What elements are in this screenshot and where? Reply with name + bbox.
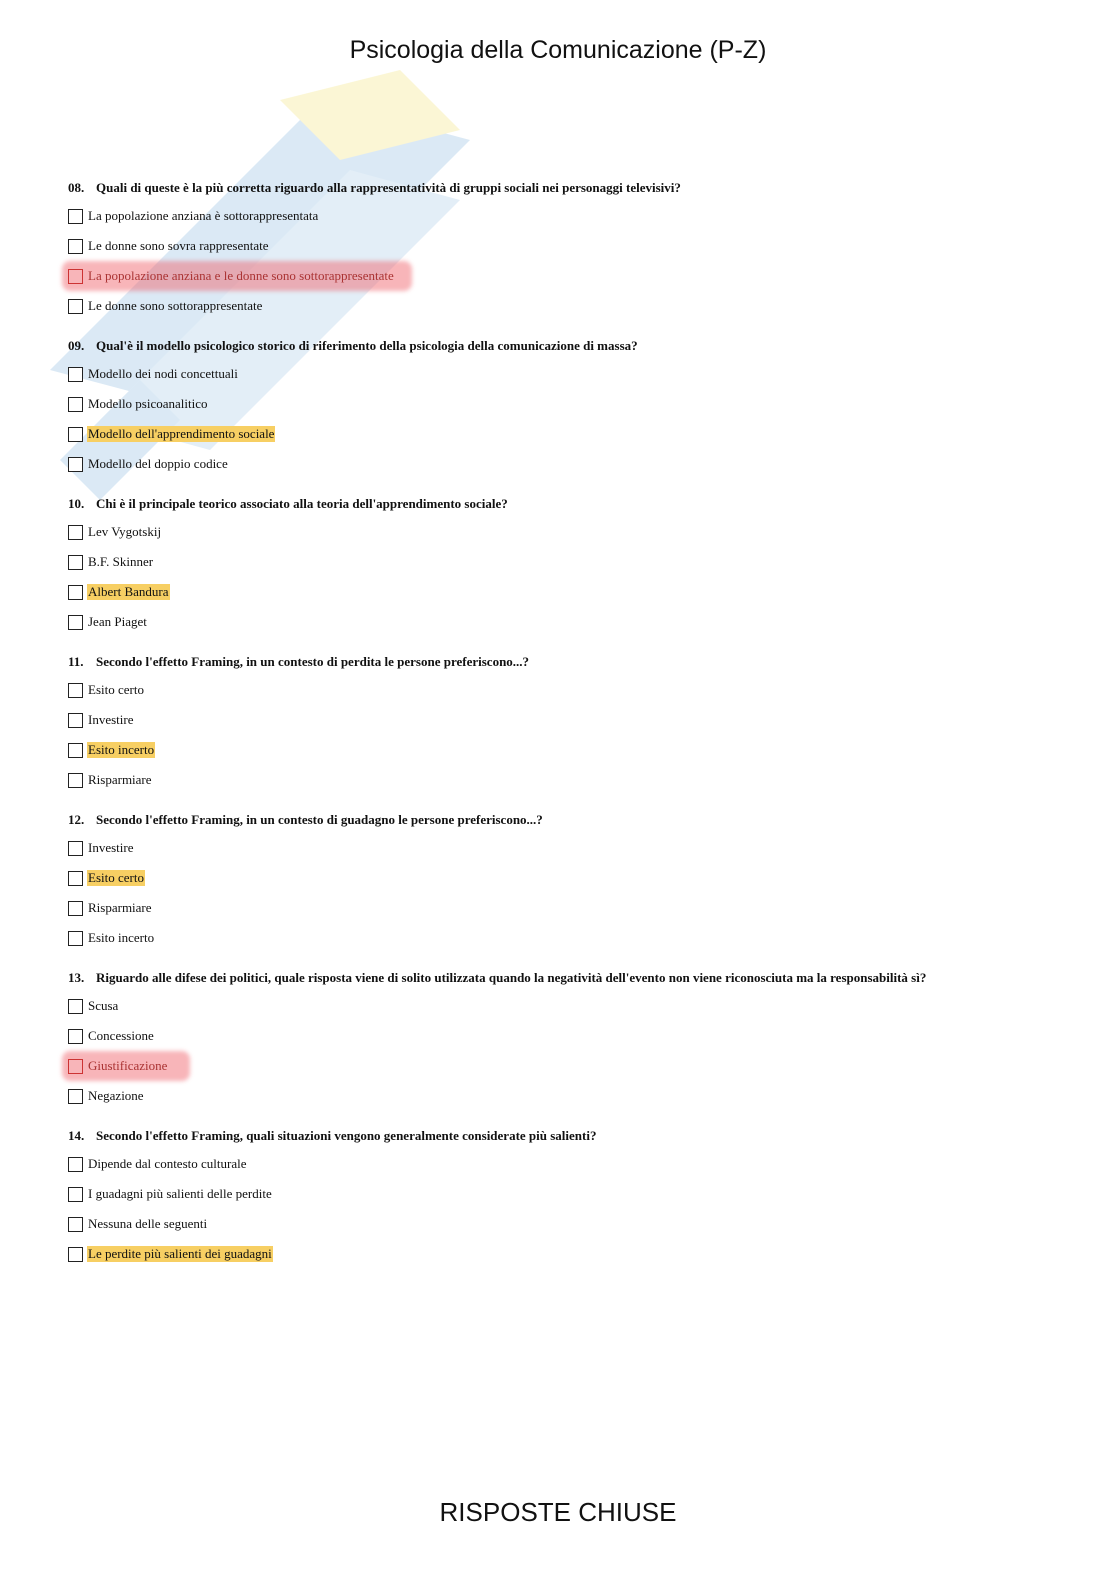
answer-option[interactable] [68, 739, 1068, 761]
answer-option-label: Scusa [88, 998, 119, 1013]
answer-option-label: Modello psicoanalitico [88, 396, 208, 411]
question-label: Secondo l'effetto Framing, in un contesto di guadagno le persone preferiscono...? [96, 812, 543, 827]
checkbox[interactable] [68, 299, 83, 314]
answer-option[interactable] [68, 1243, 1068, 1265]
answer-option-label: Concessione [88, 1028, 154, 1043]
checkbox[interactable] [68, 427, 83, 442]
question-text [68, 335, 1068, 357]
answer-option[interactable] [68, 423, 1068, 445]
answer-option[interactable] [68, 611, 1068, 633]
answer-option-label: Modello dei nodi concettuali [88, 366, 238, 381]
answer-option-label: Esito certo [88, 870, 144, 885]
checkbox[interactable] [68, 555, 83, 570]
checkbox[interactable] [68, 239, 83, 254]
answer-option-label: Lev Vygotskij [88, 524, 162, 539]
answer-option-label: Risparmiare [88, 772, 152, 787]
checkbox[interactable] [68, 1029, 83, 1044]
answer-option-label: Jean Piaget [88, 614, 147, 629]
answer-option-label: Nessuna delle seguenti [88, 1216, 208, 1231]
questions-list [68, 177, 1068, 1283]
answer-option[interactable] [68, 1085, 1068, 1107]
answer-option[interactable] [68, 927, 1068, 949]
question-block [68, 335, 1068, 475]
answer-option-label: Le donne sono sovra rappresentate [88, 238, 269, 253]
answer-option[interactable] [68, 897, 1068, 919]
answer-option[interactable] [68, 1153, 1068, 1175]
checkbox[interactable] [68, 743, 83, 758]
checkbox[interactable] [68, 397, 83, 412]
answer-option-label: La popolazione anziana e le donne sono sottorappresentate [88, 268, 394, 283]
answer-option-label: Esito certo [88, 682, 144, 697]
question-label: Quali di queste è la più corretta riguardo alla rappresentatività di gruppi sociali nei personaggi televisivi? [96, 180, 681, 195]
answer-option[interactable] [68, 363, 1068, 385]
answer-option-label: Negazione [88, 1088, 144, 1103]
page-title: Psicologia della Comunicazione (P-Z) [349, 36, 767, 64]
checkbox[interactable] [68, 615, 83, 630]
question-text [68, 493, 1068, 515]
checkbox[interactable] [68, 1247, 83, 1262]
answer-option[interactable] [68, 235, 1068, 257]
question-block [68, 493, 1068, 633]
answer-option-label: Modello del doppio codice [88, 456, 228, 471]
checkbox[interactable] [68, 1089, 83, 1104]
answer-option[interactable] [68, 769, 1068, 791]
answer-option-label: Dipende dal contesto culturale [88, 1156, 247, 1171]
answer-option[interactable] [68, 581, 1068, 603]
answer-option[interactable] [68, 867, 1068, 889]
answer-option[interactable] [68, 205, 1068, 227]
answer-option-label: Modello dell'apprendimento sociale [88, 426, 275, 441]
checkbox[interactable] [68, 999, 83, 1014]
answer-option[interactable] [68, 453, 1068, 475]
question-label: Chi è il principale teorico associato alla teoria dell'apprendimento sociale? [96, 496, 508, 511]
answer-option-label: I guadagni più salienti delle perdite [88, 1186, 272, 1201]
answer-option-label: Le perdite più salienti dei guadagni [88, 1246, 272, 1261]
answer-option-label: Albert Bandura [88, 584, 169, 599]
answer-option-label: Giustificazione [88, 1058, 168, 1073]
checkbox[interactable] [68, 1157, 83, 1172]
checkbox[interactable] [68, 269, 83, 284]
question-number: 12. [68, 812, 85, 827]
question-number: 14. [68, 1128, 85, 1143]
question-label: Qual'è il modello psicologico storico di riferimento della psicologia della comunicazione di massa? [96, 338, 638, 353]
question-block [68, 967, 1068, 1107]
answer-option[interactable] [68, 837, 1068, 859]
answer-option[interactable] [68, 265, 1068, 287]
question-number: 09. [68, 338, 85, 353]
question-block [68, 1125, 1068, 1265]
checkbox[interactable] [68, 841, 83, 856]
answer-option[interactable] [68, 1055, 1068, 1077]
question-label: Secondo l'effetto Framing, in un contesto di perdita le persone preferiscono...? [96, 654, 530, 669]
question-number: 13. [68, 970, 85, 985]
question-block [68, 809, 1068, 949]
answer-option[interactable] [68, 1183, 1068, 1205]
question-block [68, 651, 1068, 791]
answer-option[interactable] [68, 551, 1068, 573]
question-label: Secondo l'effetto Framing, quali situazioni vengono generalmente considerate più salienti? [96, 1128, 597, 1143]
checkbox[interactable] [68, 683, 83, 698]
checkbox[interactable] [68, 871, 83, 886]
answer-option[interactable] [68, 1025, 1068, 1047]
question-text [68, 967, 1068, 989]
question-text [68, 651, 1068, 673]
answer-option-label: Investire [88, 840, 134, 855]
answer-option-label: Esito incerto [88, 930, 155, 945]
answer-option[interactable] [68, 295, 1068, 317]
question-text [68, 809, 1068, 831]
checkbox[interactable] [68, 1187, 83, 1202]
answer-option[interactable] [68, 1213, 1068, 1235]
checkbox[interactable] [68, 773, 83, 788]
answer-option-label: La popolazione anziana è sottorappresentata [88, 208, 319, 223]
answer-option-label: Esito incerto [88, 742, 155, 757]
question-text [68, 1125, 1068, 1147]
answer-option[interactable] [68, 995, 1068, 1017]
question-block [68, 177, 1068, 317]
question-number: 08. [68, 180, 85, 195]
answer-option[interactable] [68, 679, 1068, 701]
page-footer: RISPOSTE CHIUSE [439, 1497, 677, 1527]
checkbox[interactable] [68, 1217, 83, 1232]
question-label: Riguardo alle difese dei politici, quale risposta viene di solito utilizzata quando la negatività dell'evento non viene riconosciuta ma la responsabilità sì? [96, 970, 927, 985]
answer-option-label: Le donne sono sottorappresentate [88, 298, 263, 313]
answer-option-label: B.F. Skinner [88, 554, 154, 569]
question-text [68, 177, 1068, 199]
checkbox[interactable] [68, 209, 83, 224]
question-number: 10. [68, 496, 85, 511]
checkbox[interactable] [68, 901, 83, 916]
checkbox[interactable] [68, 367, 83, 382]
checkbox[interactable] [68, 457, 83, 472]
question-number: 11. [68, 654, 84, 669]
checkbox[interactable] [68, 585, 83, 600]
answer-option[interactable] [68, 709, 1068, 731]
checkbox[interactable] [68, 525, 83, 540]
answer-option[interactable] [68, 393, 1068, 415]
checkbox[interactable] [68, 713, 83, 728]
checkbox[interactable] [68, 931, 83, 946]
answer-option-label: Investire [88, 712, 134, 727]
answer-option-label: Risparmiare [88, 900, 152, 915]
answer-option[interactable] [68, 521, 1068, 543]
checkbox[interactable] [68, 1059, 83, 1074]
